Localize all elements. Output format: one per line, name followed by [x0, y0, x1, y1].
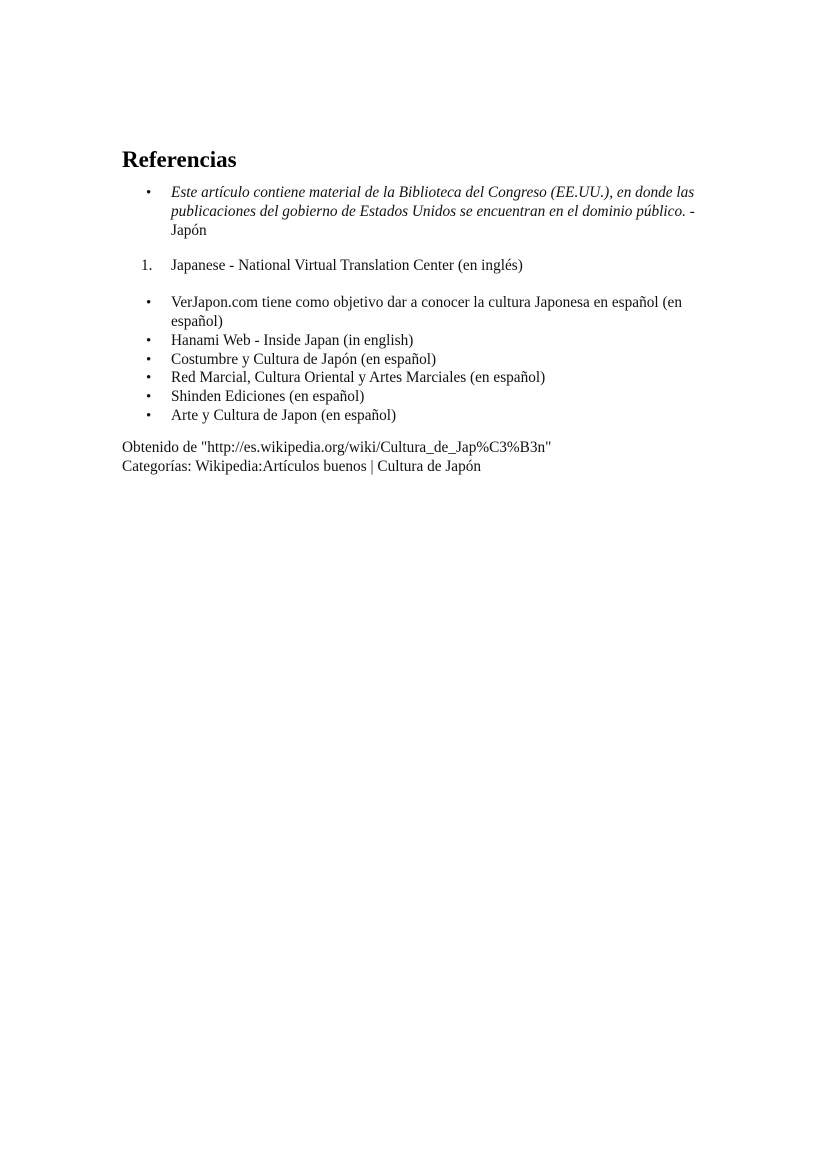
list-item: [146, 294, 722, 332]
source-url-text[interactable]: Obtenido de "http://es.wikipedia.org/wiki/Cultura_de_Jap%C3%B3n": [122, 438, 552, 456]
numbered-references: [141, 257, 722, 276]
list-item: [146, 369, 722, 388]
notice-suffix-link[interactable]: - Japón: [171, 202, 695, 239]
bullet-icon: •: [146, 332, 152, 349]
list-item: [146, 332, 722, 351]
external-link[interactable]: Shinden Ediciones (en español): [171, 388, 365, 406]
notice-list: [146, 184, 722, 240]
external-link[interactable]: Hanami Web - Inside Japan (in english): [171, 331, 414, 349]
categories-text[interactable]: Categorías: Wikipedia:Artículos buenos | Cultura de Japón: [122, 457, 482, 475]
document-page: [122, 146, 722, 476]
page-footer: [122, 439, 722, 477]
list-item: [146, 388, 722, 407]
notice-item: [146, 184, 722, 240]
bullet-icon: •: [146, 389, 152, 406]
bullet-icon: •: [146, 351, 152, 368]
section-heading: Referencias: [122, 147, 237, 172]
external-links-list: [146, 294, 722, 426]
reference-number: 1.: [141, 257, 153, 275]
bullet-icon: •: [146, 185, 152, 201]
list-item: [146, 407, 722, 426]
notice-italic-text: Este artículo contiene material de la Biblioteca del Congreso (EE.UU.), en donde las publicaciones del gobierno de Estados Unidos se encuentran en el dominio público.: [171, 184, 695, 220]
external-link[interactable]: VerJapon.com tiene como objetivo dar a conocer la cultura Japonesa en español (en español): [171, 294, 682, 330]
reference-link[interactable]: Japanese - National Virtual Translation Center (en inglés): [171, 257, 523, 275]
bullet-icon: •: [146, 370, 152, 387]
list-item: [146, 351, 722, 370]
bullet-icon: •: [146, 407, 152, 424]
reference-item: [141, 257, 722, 276]
external-link[interactable]: Costumbre y Cultura de Japón (en español): [171, 350, 437, 368]
external-link[interactable]: Arte y Cultura de Japon (en español): [171, 406, 397, 424]
bullet-icon: •: [146, 295, 152, 312]
external-link[interactable]: Red Marcial, Cultura Oriental y Artes Marciales (en español): [171, 369, 546, 387]
